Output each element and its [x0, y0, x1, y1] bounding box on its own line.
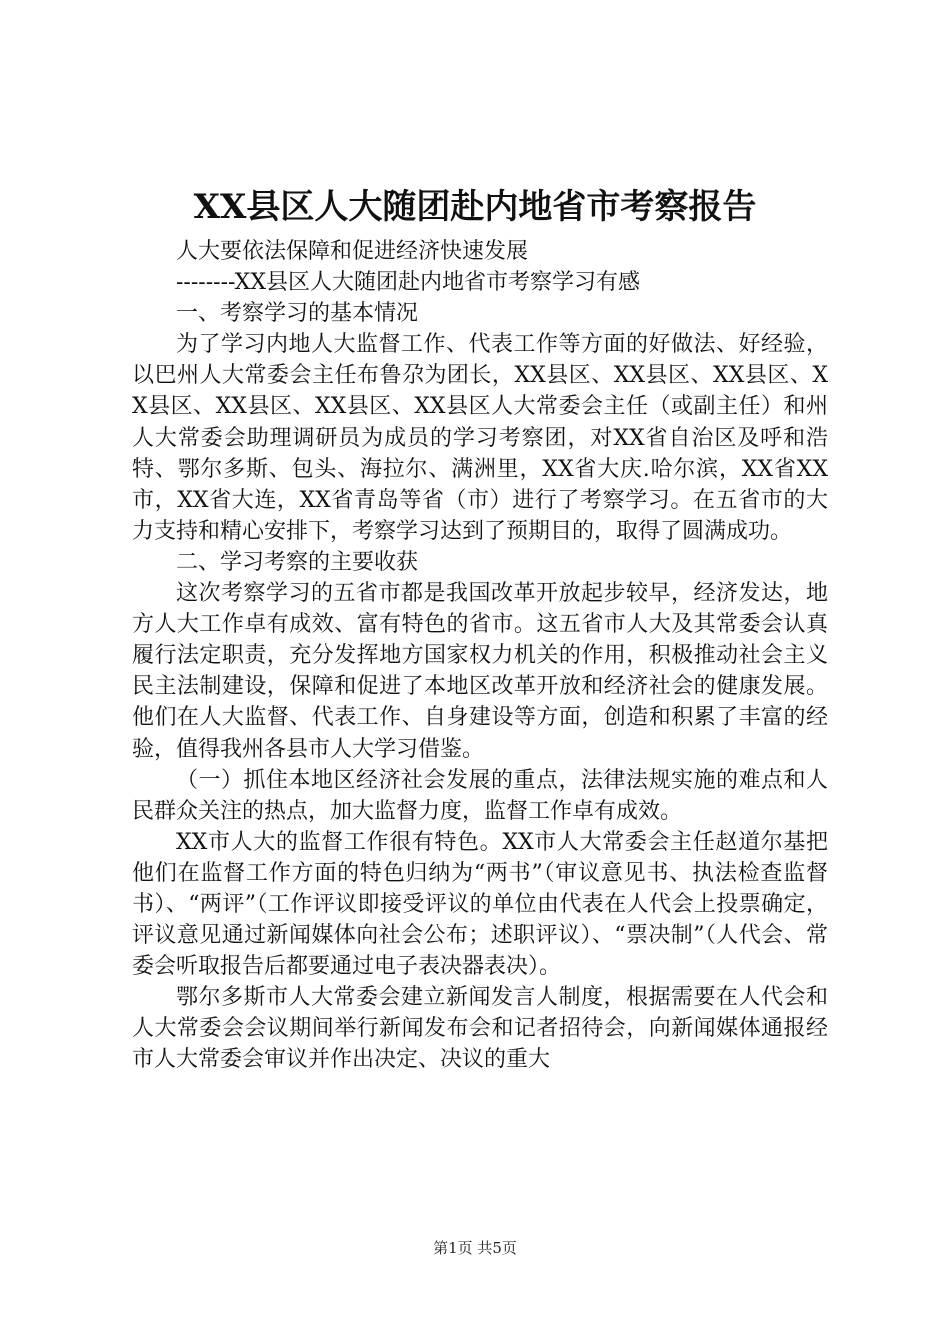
page-number-footer: 第1页 共5页 [433, 1239, 517, 1257]
section-heading-1: 一、考察学习的基本情况 [176, 301, 419, 327]
document-title: XX县区人大随团赴内地省市考察报告 [193, 187, 757, 227]
subtitle-dash-line: --------XX县区人大随团赴内地省市考察学习有感 [176, 270, 641, 296]
paragraph: 这次考察学习的五省市都是我国改革开放起步较早，经济发达，地方人大工作卓有成效、富有特色的省市。这五省市人大及其常委会认真履行法定职责，充分发挥地方国家权力机关的作用，积极推动社会主义民主法制建设，保障和促进了本地区改革开放和经济社会的健康发展。他们在人大监督、代表工作、自身建设等方面，创造和积累了丰富的经验，值得我州各县市人大学习借鉴。 [132, 581, 828, 762]
subtitle-line: 人大要依法保障和促进经济快速发展 [176, 239, 529, 264]
paragraph: XX市人大的监督工作很有特色。XX市人大常委会主任赵道尔基把他们在监督工作方面的特色归纳为“两书”（审议意见书、执法检查监督书）、“两评”（工作评议即接受评议的单位由代表在人代会上投票确定，评议意见通过新闻媒体向社会公布；述职评议）、“票决制”（人代会、常委会听取报告后都要通过电子表决器表决）。 [132, 829, 828, 980]
document-body [132, 236, 828, 1076]
section-heading-2: 二、学习考察的主要收获 [176, 549, 419, 575]
subsection-heading-1: （一）抓住本地区经济社会发展的重点，法律法规实施的难点和人民群众关注的热点，加大监督力度，监督工作卓有成效。 [132, 767, 828, 824]
paragraph: 为了学习内地人大监督工作、代表工作等方面的好做法、好经验，以巴州人大常委会主任布鲁尕为团长，XX县区、XX县区、XX县区、XX县区、XX县区、XX县区、XX县区人大常委会主任（或副主任）和州人大常委会助理调研员为成员的学习考察团，对XX省自治区及呼和浩特、鄂尔多斯、包头、海拉尔、满洲里，XX省大庆.哈尔滨，XX省XX市，XX省大连，XX省青岛等省（市）进行了考察学习。在五省市的大力支持和精心安排下，考察学习达到了预期目的，取得了圆满成功。 [132, 332, 828, 544]
paragraph: 鄂尔多斯市人大常委会建立新闻发言人制度，根据需要在人代会和人大常委会会议期间举行新闻发布会和记者招待会，向新闻媒体通报经市人大常委会审议并作出决定、决议的重大 [132, 985, 828, 1073]
